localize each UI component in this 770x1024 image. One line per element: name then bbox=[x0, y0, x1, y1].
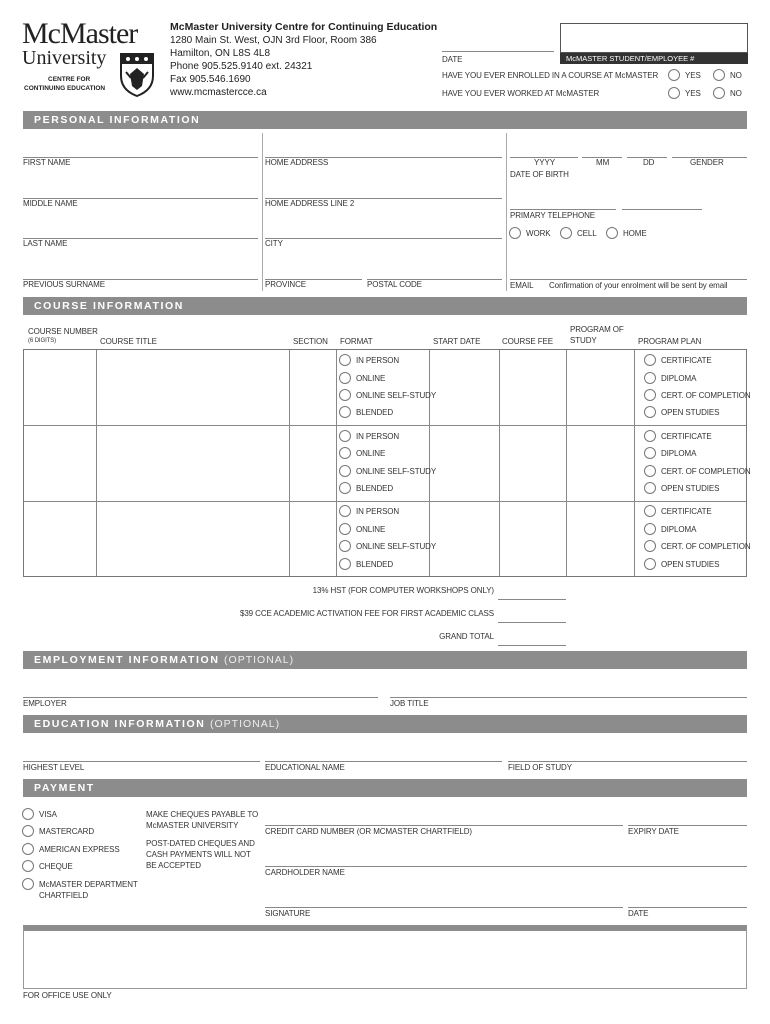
logo-wordmark-university: University bbox=[22, 47, 107, 69]
hst-label: 13% HST (FOR COMPUTER WORKSHOPS ONLY) bbox=[312, 586, 494, 595]
plan-certificate-label: CERTIFICATE bbox=[661, 356, 712, 365]
grand-total-label: GRAND TOTAL bbox=[439, 632, 494, 641]
phone-cell-radio[interactable] bbox=[560, 227, 572, 239]
enrolled-no-radio[interactable] bbox=[713, 69, 725, 81]
educational-name-field[interactable] bbox=[265, 761, 502, 762]
format-blended-label: BLENDED bbox=[356, 484, 394, 493]
format-self-study-radio[interactable] bbox=[339, 389, 351, 401]
format-in-person-label: IN PERSON bbox=[356, 507, 400, 516]
city-field[interactable] bbox=[265, 238, 502, 239]
org-name: McMaster University Centre for Continuing Education bbox=[170, 21, 438, 33]
question-worked: HAVE YOU EVER WORKED AT McMASTER bbox=[442, 89, 600, 98]
format-online-radio[interactable] bbox=[339, 372, 351, 384]
job-title-label: JOB TITLE bbox=[390, 699, 429, 708]
highest-level-field[interactable] bbox=[23, 761, 260, 762]
previous-surname-label: PREVIOUS SURNAME bbox=[23, 280, 105, 289]
payment-date-field[interactable] bbox=[628, 907, 747, 908]
payment-visa-label: VISA bbox=[39, 810, 57, 819]
activation-fee-field[interactable] bbox=[498, 622, 566, 623]
org-website: www.mcmastercce.ca bbox=[170, 87, 267, 98]
cash-note-3: BE ACCEPTED bbox=[146, 861, 201, 870]
format-online-radio[interactable] bbox=[339, 447, 351, 459]
phone-work-radio[interactable] bbox=[509, 227, 521, 239]
format-online-radio[interactable] bbox=[339, 523, 351, 535]
postal-code-label: POSTAL CODE bbox=[367, 280, 422, 289]
student-employee-number-field[interactable] bbox=[560, 23, 748, 53]
home-address-label: HOME ADDRESS bbox=[265, 158, 329, 167]
org-phone: Phone 905.525.9140 ext. 24321 bbox=[170, 61, 313, 72]
col-format: FORMAT bbox=[340, 337, 373, 346]
hst-field[interactable] bbox=[498, 599, 566, 600]
col-start-date: START DATE bbox=[433, 337, 481, 346]
payment-mastercard-radio[interactable] bbox=[22, 825, 34, 837]
payment-department-label: McMASTER DEPARTMENT bbox=[39, 880, 138, 889]
cash-note-2: CASH PAYMENTS WILL NOT bbox=[146, 850, 251, 859]
personal-divider-1 bbox=[262, 133, 263, 291]
col-course-title: COURSE TITLE bbox=[100, 337, 157, 346]
plan-open-studies-radio[interactable] bbox=[644, 558, 656, 570]
job-title-field[interactable] bbox=[390, 697, 747, 698]
province-label: PROVINCE bbox=[265, 280, 306, 289]
plan-diploma-label: DIPLOMA bbox=[661, 449, 697, 458]
educational-name-label: EDUCATIONAL NAME bbox=[265, 763, 345, 772]
field-of-study-field[interactable] bbox=[508, 761, 747, 762]
format-in-person-radio[interactable] bbox=[339, 354, 351, 366]
plan-diploma-label: DIPLOMA bbox=[661, 374, 697, 383]
last-name-label: LAST NAME bbox=[23, 239, 68, 248]
format-self-study-label: ONLINE SELF-STUDY bbox=[356, 542, 437, 551]
plan-open-studies-label: OPEN STUDIES bbox=[661, 560, 720, 569]
logo-wordmark-mcmaster: McMaster bbox=[22, 17, 138, 50]
home-address-2-label: HOME ADDRESS LINE 2 bbox=[265, 199, 355, 208]
phone-cell-label: CELL bbox=[577, 229, 597, 238]
highest-level-label: HIGHEST LEVEL bbox=[23, 763, 85, 772]
format-blended-radio[interactable] bbox=[339, 482, 351, 494]
plan-cert-completion-radio[interactable] bbox=[644, 465, 656, 477]
payment-header: PAYMENT bbox=[23, 779, 747, 797]
dob-yyyy-label: YYYY bbox=[534, 158, 555, 167]
personal-divider-2 bbox=[506, 133, 507, 291]
format-blended-label: BLENDED bbox=[356, 408, 394, 417]
question-enrolled: HAVE YOU EVER ENROLLED IN A COURSE AT McMASTER bbox=[442, 71, 659, 80]
plan-cert-completion-label: CERT. OF COMPLETION bbox=[661, 467, 751, 476]
plan-open-studies-label: OPEN STUDIES bbox=[661, 408, 720, 417]
personal-information-header: PERSONAL INFORMATION bbox=[23, 111, 747, 129]
plan-diploma-radio[interactable] bbox=[644, 447, 656, 459]
format-in-person-label: IN PERSON bbox=[356, 356, 400, 365]
plan-open-studies-radio[interactable] bbox=[644, 482, 656, 494]
plan-open-studies-radio[interactable] bbox=[644, 406, 656, 418]
col-course-number: COURSE NUMBER bbox=[28, 327, 98, 336]
format-blended-radio[interactable] bbox=[339, 406, 351, 418]
expiry-date-field[interactable] bbox=[628, 825, 747, 826]
employer-field[interactable] bbox=[23, 697, 378, 698]
dob-label: DATE OF BIRTH bbox=[510, 170, 569, 179]
payment-department-label-2: CHARTFIELD bbox=[39, 891, 89, 900]
format-in-person-label: IN PERSON bbox=[356, 432, 400, 441]
payment-visa-radio[interactable] bbox=[22, 808, 34, 820]
employment-optional: (OPTIONAL) bbox=[224, 654, 295, 666]
crest-icon bbox=[118, 52, 156, 98]
plan-certificate-radio[interactable] bbox=[644, 430, 656, 442]
format-self-study-radio[interactable] bbox=[339, 465, 351, 477]
plan-cert-completion-radio[interactable] bbox=[644, 540, 656, 552]
expiry-date-label: EXPIRY DATE bbox=[628, 827, 679, 836]
plan-diploma-label: DIPLOMA bbox=[661, 525, 697, 534]
primary-telephone-field-2[interactable] bbox=[622, 209, 702, 210]
office-use-box bbox=[23, 925, 747, 989]
plan-certificate-radio[interactable] bbox=[644, 354, 656, 366]
org-address-2: Hamilton, ON L8S 4L8 bbox=[170, 48, 271, 59]
email-field[interactable] bbox=[510, 279, 747, 280]
plan-certificate-label: CERTIFICATE bbox=[661, 432, 712, 441]
activation-fee-label: $39 CCE ACADEMIC ACTIVATION FEE FOR FIRST ACADEMIC CLASS bbox=[239, 609, 494, 618]
logo-centre-for: CENTRE FOR bbox=[48, 76, 91, 83]
card-number-field[interactable] bbox=[265, 825, 623, 826]
format-in-person-radio[interactable] bbox=[339, 430, 351, 442]
grand-total-field[interactable] bbox=[498, 645, 566, 646]
col-program-plan: PROGRAM PLAN bbox=[638, 337, 702, 346]
format-online-label: ONLINE bbox=[356, 449, 386, 458]
cardholder-name-label: CARDHOLDER NAME bbox=[265, 868, 345, 877]
cash-note-1: POST-DATED CHEQUES AND bbox=[146, 839, 255, 848]
enrolled-yes-label: YES bbox=[685, 71, 701, 80]
col-section: SECTION bbox=[293, 337, 328, 346]
date-label: DATE bbox=[442, 55, 463, 64]
plan-cert-completion-label: CERT. OF COMPLETION bbox=[661, 542, 751, 551]
payment-amex-label: AMERICAN EXPRESS bbox=[39, 845, 120, 854]
email-label: EMAIL bbox=[510, 281, 534, 290]
primary-telephone-field[interactable] bbox=[510, 209, 616, 210]
gender-label: GENDER bbox=[690, 158, 724, 167]
payment-date-label: DATE bbox=[628, 909, 649, 918]
worked-yes-radio[interactable] bbox=[668, 87, 680, 99]
format-self-study-label: ONLINE SELF-STUDY bbox=[356, 467, 437, 476]
worked-no-radio[interactable] bbox=[713, 87, 725, 99]
phone-work-label: WORK bbox=[526, 229, 551, 238]
payment-cheque-radio[interactable] bbox=[22, 860, 34, 872]
worked-no-label: NO bbox=[730, 89, 742, 98]
plan-open-studies-label: OPEN STUDIES bbox=[661, 484, 720, 493]
format-blended-label: BLENDED bbox=[356, 560, 394, 569]
worked-yes-label: YES bbox=[685, 89, 701, 98]
plan-certificate-label: CERTIFICATE bbox=[661, 507, 712, 516]
format-self-study-label: ONLINE SELF-STUDY bbox=[356, 391, 437, 400]
office-use-label: FOR OFFICE USE ONLY bbox=[23, 991, 112, 1000]
employer-label: EMPLOYER bbox=[23, 699, 67, 708]
phone-home-radio[interactable] bbox=[606, 227, 618, 239]
logo-continuing-education: CONTINUING EDUCATION bbox=[24, 85, 106, 92]
payment-amex-radio[interactable] bbox=[22, 843, 34, 855]
dob-dd-label: DD bbox=[643, 158, 655, 167]
first-name-label: FIRST NAME bbox=[23, 158, 71, 167]
education-title: EDUCATION INFORMATION bbox=[34, 718, 206, 730]
cheque-note-1: MAKE CHEQUES PAYABLE TO bbox=[146, 810, 259, 819]
plan-cert-completion-label: CERT. OF COMPLETION bbox=[661, 391, 751, 400]
org-fax: Fax 905.546.1690 bbox=[170, 74, 251, 85]
field-of-study-label: FIELD OF STUDY bbox=[508, 763, 572, 772]
signature-field[interactable] bbox=[265, 907, 623, 908]
student-employee-number-label: McMASTER STUDENT/EMPLOYEE # bbox=[560, 53, 748, 64]
signature-label: SIGNATURE bbox=[265, 909, 311, 918]
enrolled-no-label: NO bbox=[730, 71, 742, 80]
format-in-person-radio[interactable] bbox=[339, 505, 351, 517]
enrolled-yes-radio[interactable] bbox=[668, 69, 680, 81]
plan-diploma-radio[interactable] bbox=[644, 372, 656, 384]
format-online-label: ONLINE bbox=[356, 374, 386, 383]
cheque-note-2: McMASTER UNIVERSITY bbox=[146, 821, 239, 830]
employment-title: EMPLOYMENT INFORMATION bbox=[34, 654, 220, 666]
primary-telephone-label: PRIMARY TELEPHONE bbox=[510, 211, 595, 220]
city-label: CITY bbox=[265, 239, 283, 248]
col-program-study-2: STUDY bbox=[570, 336, 597, 345]
dob-mm-label: MM bbox=[596, 158, 610, 167]
phone-home-label: HOME bbox=[623, 229, 647, 238]
format-blended-radio[interactable] bbox=[339, 558, 351, 570]
col-course-fee: COURSE FEE bbox=[502, 337, 554, 346]
format-online-label: ONLINE bbox=[356, 525, 386, 534]
middle-name-label: MIDDLE NAME bbox=[23, 199, 78, 208]
cardholder-name-field[interactable] bbox=[265, 866, 747, 867]
plan-cert-completion-radio[interactable] bbox=[644, 389, 656, 401]
payment-cheque-label: CHEQUE bbox=[39, 862, 73, 871]
col-program-study-1: PROGRAM OF bbox=[570, 325, 624, 334]
card-number-label: CREDIT CARD NUMBER (OR MCMASTER CHARTFIELD) bbox=[265, 827, 472, 836]
education-information-header bbox=[23, 715, 747, 733]
plan-diploma-radio[interactable] bbox=[644, 523, 656, 535]
payment-department-radio[interactable] bbox=[22, 878, 34, 890]
format-self-study-radio[interactable] bbox=[339, 540, 351, 552]
employment-information-header bbox=[23, 651, 747, 669]
col-course-number-sub: (6 DIGITS) bbox=[28, 338, 57, 344]
org-address-1: 1280 Main St. West, OJN 3rd Floor, Room 386 bbox=[170, 35, 377, 46]
course-information-header: COURSE INFORMATION bbox=[23, 297, 747, 315]
education-optional: (OPTIONAL) bbox=[209, 718, 281, 730]
plan-certificate-radio[interactable] bbox=[644, 505, 656, 517]
email-note: Confirmation of your enrolment will be sent by email bbox=[549, 281, 728, 290]
date-field[interactable] bbox=[442, 51, 554, 52]
payment-mastercard-label: MASTERCARD bbox=[39, 827, 95, 836]
